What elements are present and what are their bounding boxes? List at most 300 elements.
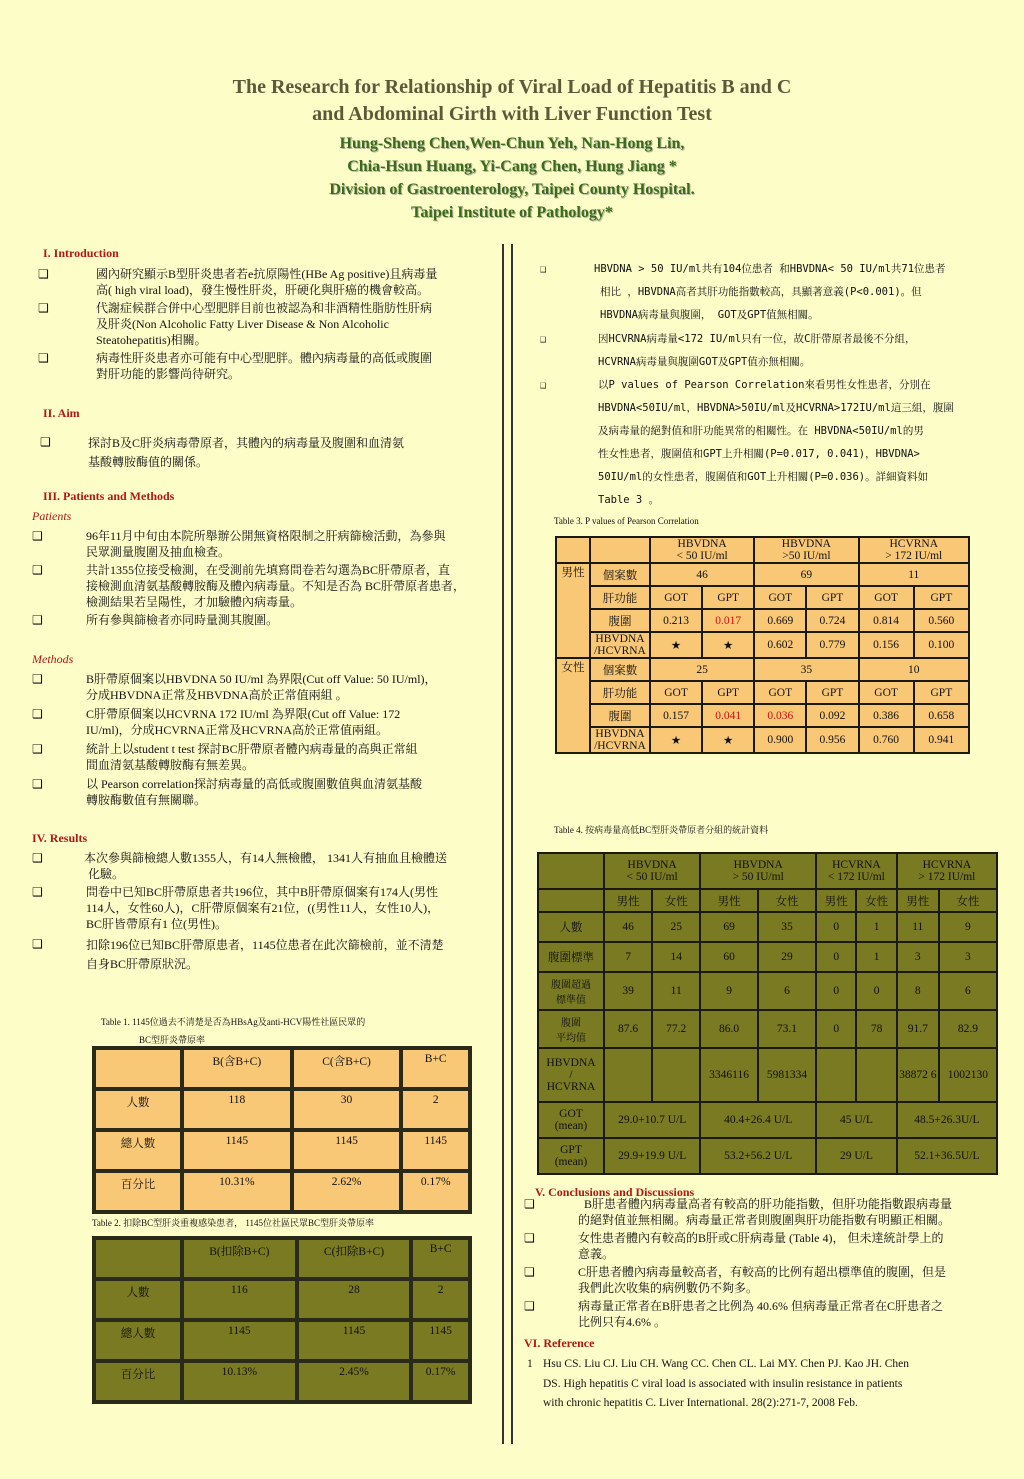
- table-cell: GPT: [703, 587, 753, 608]
- bullet-icon: ❑: [32, 672, 43, 686]
- list-item: [524, 1298, 994, 1332]
- poster-title: [0, 74, 1024, 128]
- row-label: 百分比: [96, 1173, 180, 1210]
- table-cell: 0.760: [860, 728, 913, 752]
- table-header-cell: HBVDNA > 50 IU/ml: [701, 854, 815, 888]
- item-line: 扣除196位已知BC肝帶原患者，1145位患者在此次篩檢前，並不清楚: [86, 938, 444, 952]
- table-cell: [539, 854, 603, 888]
- table2-caption: Table 2. 扣除BC型肝炎重複感染患者， 1145位社區民眾BC型肝炎帶原率: [92, 1218, 375, 1228]
- table-cell: 11: [860, 564, 969, 585]
- table-header-cell: C(扣除B+C): [299, 1240, 410, 1277]
- table-cell: 87.6: [605, 1011, 651, 1047]
- list-item: [32, 850, 502, 884]
- table-cell: 9: [940, 913, 996, 941]
- item-line: BC肝皆帶原有1 位(男性)。: [86, 917, 228, 931]
- table-cell: ★: [703, 728, 753, 752]
- table-cell: 0.041: [703, 705, 753, 726]
- row-label: 肝功能: [591, 682, 649, 703]
- bullet-icon: ❑: [32, 613, 43, 627]
- table-cell: 48.5+26.3U/L: [898, 1103, 996, 1137]
- table-cell: 0.602: [755, 633, 805, 657]
- bullet-icon: ❑: [524, 1231, 535, 1245]
- table-cell: GOT: [651, 587, 701, 608]
- table-row: [557, 682, 968, 703]
- item-line: 因HCVRNA病毒量<172 IU/ml只有一位，故C肝帶原者最後不分組，: [598, 333, 916, 345]
- table-cell: 0.900: [755, 728, 805, 752]
- author-block: [0, 132, 1024, 224]
- item-line: HCVRNA病毒量與腹圍GOT及GPT值亦無相關。: [598, 356, 811, 368]
- table-cell: GPT: [807, 587, 857, 608]
- table-row: [539, 943, 996, 971]
- table-cell: 35: [755, 659, 857, 680]
- table-cell: GPT: [703, 682, 753, 703]
- item-line: 以P values of Pearson Correlation來看男性女性患者，分別在: [598, 379, 931, 391]
- item-line: 以 Pearson correlation探討病毒量的高低或腹圍數值與血清氨基酸: [86, 777, 422, 791]
- table-row: [96, 1173, 468, 1210]
- conclusions-list: [524, 1196, 994, 1332]
- table-cell: 0: [817, 913, 855, 941]
- table-cell: 0.658: [915, 705, 968, 726]
- table-cell: 3: [940, 943, 996, 971]
- list-item: [32, 562, 502, 612]
- item-line: 分成HBVDNA正常及HBVDNA高於正常值兩組 。: [86, 688, 348, 702]
- list-item: [32, 936, 502, 972]
- table-cell: GOT: [755, 587, 805, 608]
- column-divider: [511, 244, 513, 1444]
- table-cell: 69: [755, 564, 857, 585]
- results-heading: IV. Results: [32, 831, 88, 845]
- bullet-icon: ❑: [32, 777, 43, 791]
- row-label: HBVDNA / HCVRNA: [539, 1049, 603, 1101]
- table-cell: 29.9+19.9 U/L: [605, 1139, 699, 1173]
- reference-heading: VI. Reference: [524, 1336, 595, 1350]
- column-divider: [502, 244, 504, 1444]
- table-cell: GOT: [651, 682, 701, 703]
- item-line: 女性患者體內有較高的B肝或C肝病毒量 (Table 4)， 但未達統計學上的: [578, 1231, 944, 1245]
- methods-list: [32, 671, 502, 811]
- title-line: and Abdominal Girth with Liver Function Test: [312, 103, 712, 125]
- table-cell: 0.036: [755, 705, 805, 726]
- reference-line: DS. High hepatitis C viral load is associated with insulin resistance in patients: [543, 1377, 903, 1390]
- table-cell: 5981334: [759, 1049, 815, 1101]
- table-cell: 1002130: [940, 1049, 996, 1101]
- table-cell: [605, 1049, 651, 1101]
- table-header-cell: 男性: [898, 890, 938, 911]
- row-label: 百分比: [96, 1363, 180, 1400]
- table-header-cell: HCVRNA > 172 IU/ml: [860, 538, 969, 562]
- table-row: [96, 1132, 468, 1169]
- table-cell: 73.1: [759, 1011, 815, 1047]
- table-row: [96, 1322, 468, 1359]
- affiliation-line: Division of Gastroenterology, Taipei County Hospital.: [329, 181, 695, 198]
- reference-number: 1: [527, 1358, 533, 1370]
- item-line: Table 3 。: [598, 494, 660, 506]
- list-item: [32, 528, 502, 562]
- row-label: 個案數: [591, 564, 649, 585]
- row-label: HBVDNA /HCVRNA: [591, 728, 649, 752]
- bullet-icon: ❑: [524, 1299, 535, 1313]
- list-item: [40, 434, 500, 470]
- table-cell: [653, 1049, 699, 1101]
- table-cell: 0.157: [651, 705, 701, 726]
- row-label: 肝功能: [591, 587, 649, 608]
- bullet-icon: ❑: [524, 1197, 535, 1211]
- item-line: 所有參與篩檢者亦同時量測其腹圍。: [86, 613, 279, 627]
- table-row: [557, 659, 968, 680]
- item-line: 化驗。: [88, 867, 125, 881]
- table-header-cell: 男性: [605, 890, 651, 911]
- item-line: 性女性患者，腹圍值和GPT上升相關(P=0.017, 0.041)，HBVDNA>: [598, 448, 920, 460]
- list-item: [32, 884, 502, 936]
- table-cell: 1145: [403, 1132, 468, 1169]
- table-cell: ★: [651, 728, 701, 752]
- table-cell: 3: [898, 943, 938, 971]
- table-cell: 0.386: [860, 705, 913, 726]
- table-cell: 0: [817, 943, 855, 971]
- list-item: [540, 258, 1000, 328]
- table-header-cell: 女性: [857, 890, 895, 911]
- table-cell: 46: [651, 564, 753, 585]
- bullet-icon: ❑: [32, 851, 43, 865]
- list-item: [540, 374, 1000, 512]
- table-cell: ★: [651, 633, 701, 657]
- table-cell: GPT: [915, 682, 968, 703]
- row-label: 個案數: [591, 659, 649, 680]
- table-cell: 10.31%: [184, 1173, 290, 1210]
- table-cell: 3346116: [701, 1049, 757, 1101]
- table-cell: [591, 538, 649, 562]
- list-item: [524, 1264, 994, 1298]
- table-cell: 0.17%: [403, 1173, 468, 1210]
- item-line: 病毒性肝炎患者亦可能有中心型肥胖。體內病毒量的高低或腹圍: [96, 351, 433, 365]
- table1-caption: Table 1. 1145位過去不清楚是否為HBsAg及anti-HCV陽性社區民眾的: [101, 1017, 366, 1027]
- table-header-cell: C(含B+C): [294, 1050, 400, 1087]
- item-line: 基酸轉胺酶值的關係。: [88, 455, 209, 469]
- bullet-icon: ❑: [32, 529, 43, 543]
- table-cell: 0.560: [915, 610, 968, 631]
- table-cell: GOT: [860, 682, 913, 703]
- item-line: 統計上以student t test 探討BC肝帶原者體內病毒量的高與正常組: [86, 742, 418, 756]
- list-item: [540, 328, 1000, 374]
- row-label: 人數: [539, 913, 603, 941]
- table-cell: 53.2+56.2 U/L: [701, 1139, 815, 1173]
- table-row: [539, 1049, 996, 1101]
- item-line: HBVDNA病毒量與腹圍， GOT及GPT值無相關。: [600, 309, 819, 321]
- table-cell: 2: [413, 1281, 468, 1318]
- table-cell: 0.017: [703, 610, 753, 631]
- list-item: [524, 1230, 994, 1264]
- bullet-icon: ❑: [32, 707, 43, 721]
- table-cell: 11: [898, 913, 938, 941]
- table3-caption: Table 3. P values of Pearson Correlation: [554, 516, 699, 526]
- table-row: [539, 1011, 996, 1047]
- table-cell: 77.2: [653, 1011, 699, 1047]
- aim-heading: II. Aim: [43, 406, 80, 420]
- list-item: [524, 1196, 994, 1230]
- table-cell: [96, 1050, 180, 1087]
- table-row: [557, 587, 968, 608]
- results-list: [32, 850, 502, 972]
- item-line: 國內研究顯示B型肝炎患者若e抗原陽性(HBe Ag positive)且病毒量: [96, 267, 438, 281]
- item-line: 我們此次收集的病例數仍不夠多。: [578, 1281, 759, 1295]
- reference-line: Hsu CS. Liu CJ. Liu CH. Wang CC. Chen CL. Lai MY. Chen PJ. Kao JH. Chen: [543, 1358, 910, 1370]
- table-header-cell: B(含B+C): [184, 1050, 290, 1087]
- table-cell: 78: [857, 1011, 895, 1047]
- item-line: 比例只有4.6% 。: [578, 1315, 666, 1329]
- item-line: 探討B及C肝炎病毒帶原者，其體內的病毒量及腹圍和血清氨: [88, 436, 405, 450]
- table-header-row: [539, 854, 996, 888]
- table-cell: 82.9: [940, 1011, 996, 1047]
- table-cell: 1: [857, 913, 895, 941]
- item-line: Steatohepatitis)相關。: [96, 333, 207, 347]
- table-cell: [857, 1049, 895, 1101]
- table-row: [539, 973, 996, 1009]
- row-label: GOT (mean): [539, 1103, 603, 1137]
- item-line: 代謝症候群合併中心型肥胖目前也被認為和非酒精性脂肪性肝病: [96, 301, 433, 315]
- list-item: [32, 706, 502, 741]
- item-line: 自身BC肝帶原狀況。: [86, 957, 199, 971]
- table-cell: GPT: [915, 587, 968, 608]
- table-cell: 25: [651, 659, 753, 680]
- table-row: [557, 564, 968, 585]
- patients-methods-heading: III. Patients and Methods: [43, 489, 175, 503]
- table-cell: 0.779: [807, 633, 857, 657]
- introduction-list: [38, 266, 498, 384]
- bullet-icon: ❑: [524, 1265, 535, 1279]
- row-label: 腹圍 平均值: [539, 1011, 603, 1047]
- table-cell: 29: [759, 943, 815, 971]
- table-cell: 2.45%: [299, 1363, 410, 1400]
- table-cell: 8: [898, 973, 938, 1009]
- table4-caption: Table 4. 按病毒量高低BC型肝炎帶原者分組的統計資料: [554, 825, 769, 835]
- table-header-row: [557, 538, 968, 562]
- table-cell: 39: [605, 973, 651, 1009]
- table-cell: 69: [701, 913, 757, 941]
- item-line: C肝帶原個案以HCVRNA 172 IU/ml 為界限(Cut off Value: 172: [86, 707, 401, 721]
- row-label: GPT (mean): [539, 1139, 603, 1173]
- table-cell: 52.1+36.5U/L: [898, 1139, 996, 1173]
- right-results-list: [540, 258, 1000, 512]
- table-cell: 0.100: [915, 633, 968, 657]
- table-row: [96, 1363, 468, 1400]
- item-line: HBVDNA<50IU/ml，HBVDNA>50IU/ml及HCVRNA>172IU/ml這三組，腹圍: [598, 402, 954, 414]
- item-line: 高( high viral load)，發生慢性肝炎，肝硬化與肝癌的機會較高。: [96, 283, 429, 297]
- table-cell: 2: [403, 1091, 468, 1128]
- row-label: 腹圍標準: [539, 943, 603, 971]
- table-cell: 86.0: [701, 1011, 757, 1047]
- table-cell: 60: [701, 943, 757, 971]
- bullet-icon: ❑: [540, 379, 547, 391]
- table-header-cell: HCVRNA < 172 IU/ml: [817, 854, 896, 888]
- methods-subheading: Methods: [32, 652, 74, 666]
- table-cell: 7: [605, 943, 651, 971]
- table-header-cell: 男性: [701, 890, 757, 911]
- item-line: 檢測結果若呈陽性，才加驗體內病毒量。: [86, 595, 303, 609]
- item-line: 本次參與篩檢總人數1355人，有14人無檢體， 1341人有抽血且檢體送: [84, 851, 448, 865]
- patients-subheading: Patients: [32, 509, 72, 523]
- table-header-cell: 女性: [940, 890, 996, 911]
- item-line: 民眾測量腹圍及抽血檢查。: [86, 545, 231, 559]
- table-cell: GOT: [755, 682, 805, 703]
- item-line: 及病毒量的絕對值和肝功能異常的相關性。在 HBVDNA<50IU/ml的男: [598, 425, 924, 437]
- bullet-icon: ❑: [540, 333, 547, 345]
- table-cell: 1145: [294, 1132, 400, 1169]
- table-header-cell: HBVDNA < 50 IU/ml: [605, 854, 699, 888]
- row-label: 腹圍: [591, 705, 649, 726]
- row-label: HBVDNA /HCVRNA: [591, 633, 649, 657]
- table-cell: [539, 890, 603, 911]
- table-cell: 0.724: [807, 610, 857, 631]
- table-row: [539, 913, 996, 941]
- table-row: [96, 1281, 468, 1318]
- table1-caption: BC型肝炎帶原率: [139, 1035, 206, 1045]
- table-cell: 1145: [299, 1322, 410, 1359]
- author-line: Hung-Sheng Chen,Wen-Chun Yeh, Nan-Hong Lin,: [339, 135, 685, 152]
- table-header-row: [539, 890, 996, 911]
- table-cell: 1145: [413, 1322, 468, 1359]
- table-cell: 6: [940, 973, 996, 1009]
- table1: [92, 1046, 472, 1214]
- table-header-cell: B(扣除B+C): [184, 1240, 295, 1277]
- row-label: 人數: [96, 1281, 180, 1318]
- table-cell: 9: [701, 973, 757, 1009]
- table-cell: 38872 6: [898, 1049, 938, 1101]
- item-line: 意義。: [578, 1247, 615, 1261]
- list-item: [32, 776, 502, 811]
- reference-line: with chronic hepatitis C. Liver International. 28(2):271-7, 2008 Feb.: [543, 1397, 858, 1409]
- table-row: [96, 1091, 468, 1128]
- item-line: 問卷中已知BC肝帶原患者共196位，其中B肝帶原個案有174人(男性: [86, 885, 439, 899]
- table-cell: 0.669: [755, 610, 805, 631]
- bullet-icon: ❑: [38, 351, 49, 365]
- bullet-icon: ❑: [32, 563, 43, 577]
- affiliation-line: Taipei Institute of Pathology*: [411, 204, 613, 221]
- table-cell: 118: [184, 1091, 290, 1128]
- item-line: 96年11月中旬由本院所舉辦公開無資格限制之肝病篩檢活動，為參與: [86, 529, 446, 543]
- item-line: 病毒量正常者在B肝患者之比例為 40.6% 但病毒量正常者在C肝患者之: [578, 1299, 944, 1313]
- item-line: 114人，女性60人)，C肝帶原個案有21位，((男性11人，女性10人)，: [86, 901, 440, 915]
- table-row: [539, 1139, 996, 1173]
- author-line: Chia-Hsun Huang, Yi-Cang Chen, Hung Jiang *: [347, 158, 677, 175]
- bullet-icon: ❑: [32, 885, 43, 899]
- table-cell: 6: [759, 973, 815, 1009]
- table-cell: 40.4+26.4 U/L: [701, 1103, 815, 1137]
- table-cell: 10: [860, 659, 969, 680]
- table-cell: 0.814: [860, 610, 913, 631]
- item-line: 對肝功能的影響尚待研究。: [96, 367, 241, 381]
- table-cell: 1145: [184, 1322, 295, 1359]
- table-cell: 0.156: [860, 633, 913, 657]
- table-cell: 28: [299, 1281, 410, 1318]
- item-line: HBVDNA > 50 IU/ml共有104位患者 和HBVDNA< 50 IU/ml共71位患者: [594, 263, 946, 275]
- table-cell: 46: [605, 913, 651, 941]
- table-cell: 116: [184, 1281, 295, 1318]
- table-header-cell: B+C: [403, 1050, 468, 1087]
- item-line: 50IU/ml的女性患者，腹圍值和GOT上升相關(P=0.036)。詳細資料如: [598, 471, 929, 483]
- item-line: 相比 ，HBVDNA高者其肝功能指數較高，具顯著意義(P<0.001)。但: [600, 286, 922, 298]
- table-row: [539, 1103, 996, 1137]
- table-cell: 14: [653, 943, 699, 971]
- row-label: 腹圍: [591, 610, 649, 631]
- table-cell: 0.092: [807, 705, 857, 726]
- table-row: [557, 610, 968, 631]
- table-cell: 1: [857, 943, 895, 971]
- list-item: [32, 671, 502, 706]
- table-row: [557, 705, 968, 726]
- list-item: [32, 612, 502, 632]
- table-cell: 0: [857, 973, 895, 1009]
- table-header-row: [96, 1240, 468, 1277]
- table4: [537, 852, 998, 1175]
- list-item: [38, 266, 498, 300]
- table-cell: 0: [817, 973, 855, 1009]
- table-cell: 0: [817, 1011, 855, 1047]
- conclusions-heading: V. Conclusions and Discussions: [535, 1185, 695, 1199]
- table-cell: ★: [703, 633, 753, 657]
- item-line: 間血清氨基酸轉胺酶有無差異。: [86, 758, 255, 772]
- table-header-cell: 女性: [759, 890, 815, 911]
- table-cell: 2.62%: [294, 1173, 400, 1210]
- patients-list: [32, 528, 502, 632]
- aim-list: [40, 434, 500, 470]
- table2: [92, 1236, 472, 1404]
- item-line: 及肝炎(Non Alcoholic Fatty Liver Disease & Non Alcoholic: [96, 317, 389, 331]
- item-line: 的絕對值並無相關。病毒量正常者則腹圍與肝功能指數有明顯正相關。: [578, 1213, 951, 1227]
- table-header-cell: HCVRNA > 172 IU/ml: [898, 854, 996, 888]
- table-cell: 0.941: [915, 728, 968, 752]
- list-item: [38, 300, 498, 350]
- table-cell: [817, 1049, 855, 1101]
- table-header-cell: HBVDNA < 50 IU/ml: [651, 538, 753, 562]
- table-cell: 1145: [184, 1132, 290, 1169]
- table-cell: 29 U/L: [817, 1139, 896, 1173]
- table-cell: 29.0+10.7 U/L: [605, 1103, 699, 1137]
- table-cell: 0.17%: [413, 1363, 468, 1400]
- table-cell: 30: [294, 1091, 400, 1128]
- item-line: 共計1355位接受檢測，在受測前先填寫問卷若勾選為BC肝帶原者，直: [86, 563, 451, 577]
- table-cell: 10.13%: [184, 1363, 295, 1400]
- table-cell: GPT: [807, 682, 857, 703]
- table3: [555, 536, 970, 754]
- table-cell: 45 U/L: [817, 1103, 896, 1137]
- table-cell: 11: [653, 973, 699, 1009]
- table-cell: [96, 1240, 180, 1277]
- table-cell: 91.7: [898, 1011, 938, 1047]
- item-line: B肝帶原個案以HBVDNA 50 IU/ml 為界限(Cut off Value: 50 IU/ml)，: [86, 672, 437, 686]
- table-cell: GOT: [860, 587, 913, 608]
- row-label: 人數: [96, 1091, 180, 1128]
- row-group-label: 男性: [557, 564, 589, 657]
- table-header-cell: 女性: [653, 890, 699, 911]
- bullet-icon: ❑: [40, 435, 51, 449]
- item-line: 接檢測血清氨基酸轉胺酶及體內病毒量。不知是否為 BC肝帶原者患者，: [86, 579, 466, 593]
- item-line: B肝患者體內病毒量高者有較高的肝功能指數，但肝功能指數跟病毒量: [584, 1197, 953, 1211]
- list-item: [38, 350, 498, 384]
- table-header-cell: B+C: [413, 1240, 468, 1277]
- reference-entry: [543, 1355, 983, 1414]
- row-group-label: 女性: [557, 659, 589, 752]
- table-cell: 0.956: [807, 728, 857, 752]
- table-header-cell: HBVDNA >50 IU/ml: [755, 538, 857, 562]
- item-line: 轉胺酶數值有無關聯。: [86, 793, 207, 807]
- table-cell: 25: [653, 913, 699, 941]
- bullet-icon: ❑: [540, 263, 547, 275]
- bullet-icon: ❑: [32, 742, 43, 756]
- bullet-icon: ❑: [38, 267, 49, 281]
- table-cell: 0.213: [651, 610, 701, 631]
- row-label: 總人數: [96, 1132, 180, 1169]
- row-label: 總人數: [96, 1322, 180, 1359]
